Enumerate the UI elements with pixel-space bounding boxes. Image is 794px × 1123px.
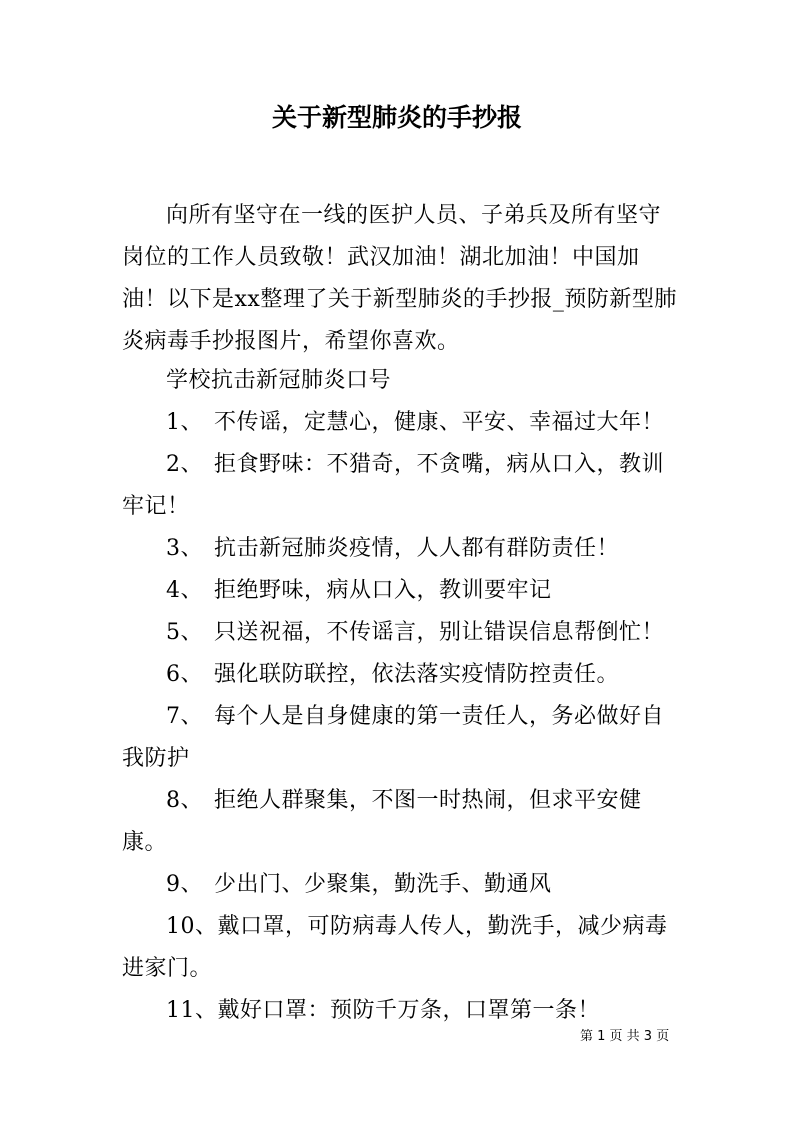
item-text: 每个人是自身健康的第一责任人，务必做好自我防护 — [122, 704, 665, 771]
item-number: 8、 — [166, 788, 203, 813]
list-item — [122, 444, 682, 528]
item-text: 只送祝福，不传谣言，别让错误信息帮倒忙！ — [214, 620, 665, 645]
intro-paragraph: 向所有坚守在一线的医护人员、子弟兵及所有坚守岗位的工作人员致敬！武汉加油！湖北加油！中国加油！以下是xx整理了关于新型肺炎的手抄报_预防新型肺炎病毒手抄报图片，希望你喜欢。 — [122, 203, 677, 354]
item-text: 不传谣，定慧心，健康、平安、幸福过大年！ — [214, 410, 665, 435]
list-item — [122, 612, 682, 654]
slogan-list — [122, 402, 682, 1032]
item-text: 戴好口罩：预防千万条，口罩第一条！ — [217, 998, 601, 1023]
page-title: 关于新型肺炎的手抄报 — [271, 103, 522, 132]
list-item — [122, 570, 682, 612]
list-item — [122, 528, 682, 570]
page-footer: 第 1 页 共 3 页 — [580, 1029, 670, 1044]
item-text: 拒绝野味，病从口入，教训要牢记 — [214, 578, 552, 603]
item-text: 少出门、少聚集，勤洗手、勤通风 — [214, 872, 552, 897]
item-number: 7、 — [166, 704, 203, 729]
list-item — [122, 654, 682, 696]
list-item — [122, 864, 682, 906]
item-text: 拒食野味：不猎奇，不贪嘴，病从口入，教训牢记！ — [122, 452, 665, 519]
item-text: 强化联防联控，依法落实疫情防控责任。 — [214, 662, 620, 687]
item-number: 10、 — [166, 914, 218, 939]
item-number: 5、 — [166, 620, 203, 645]
item-number: 6、 — [166, 662, 203, 687]
list-item — [122, 906, 682, 990]
list-item — [122, 696, 682, 780]
item-number: 11、 — [166, 998, 218, 1023]
item-text: 戴口罩，可防病毒人传人，勤洗手，减少病毒进家门。 — [122, 914, 668, 981]
item-text: 拒绝人群聚集，不图一时热闹，但求平安健康。 — [122, 788, 642, 855]
list-item — [122, 780, 682, 864]
item-number: 9、 — [166, 872, 203, 897]
section-title: 学校抗击新冠肺炎口号 — [166, 368, 392, 393]
item-number: 2、 — [166, 452, 203, 477]
list-item — [122, 990, 682, 1032]
item-number: 3、 — [166, 536, 203, 561]
item-number: 4、 — [166, 578, 203, 603]
item-text: 抗击新冠肺炎疫情，人人都有群防责任！ — [214, 536, 620, 561]
list-item — [122, 402, 682, 444]
item-number: 1、 — [166, 410, 203, 435]
